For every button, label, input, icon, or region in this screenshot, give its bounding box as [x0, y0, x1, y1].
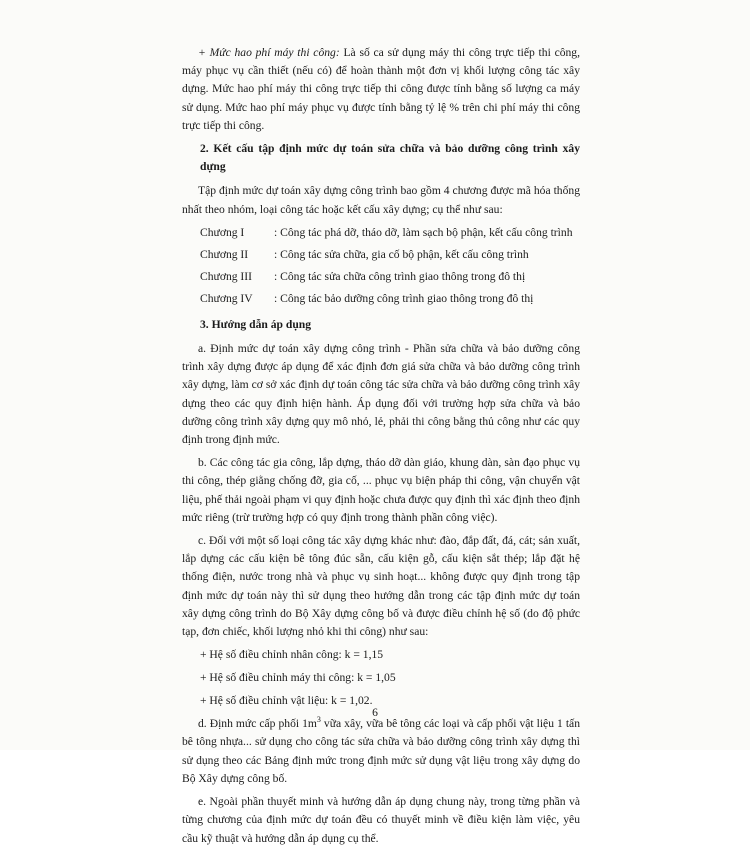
section-3-heading: 3. Hướng dẫn áp dụng [200, 317, 312, 331]
chapter-name: Chương IV [200, 291, 253, 305]
chapter-name: Chương II [200, 247, 249, 261]
chapter-list [200, 224, 573, 312]
machine-cost-text: Là số ca sử dụng máy thi công trực tiếp thi công, máy phục vụ cần thiết (nếu có) để hoàn thành một đơn vị khối lượng công tác xây dựng. Mức hao phí máy thi công trực tiếp thi công được tính bằng số lượng ca máy sử dụng. Mức hao phí máy phục vụ được tính bằng tỷ lệ % trên chi phí máy thi công trực tiếp thi công. [182, 46, 580, 132]
paragraph-b: b. Các công tác gia công, lắp dựng, tháo dỡ dàn giáo, khung dàn, sàn đạo phục vụ thi công, thép giằng chống đỡ, gia cố, ... phục vụ biện pháp thi công, vận chuyển vật liệu, phế thải ngoài phạm vi quy định hoặc chưa được quy định thì xác định theo định mức riêng (trừ trường hợp có quy định trong thành phần công việc). [182, 456, 580, 524]
chapter-row [200, 268, 573, 290]
chapter-desc: : Công tác phá dỡ, tháo dỡ, làm sạch bộ phận, kết cấu công trình [274, 225, 573, 239]
chapter-row [200, 246, 573, 268]
paragraph-e: e. Ngoài phần thuyết minh và hướng dẫn áp dụng chung này, trong từng phần và từng chương của định mức dự toán đều có thuyết minh về điều kiện làm việc, yêu cầu kỹ thuật và hướng dẫn áp dụng cụ thể. [182, 795, 580, 845]
paragraph-a: a. Định mức dự toán xây dựng công trình - Phần sửa chữa và bảo dưỡng công trình xây dựng được áp dụng để xác định đơn giá sửa chữa và bảo dưỡng công trình xây dựng, làm cơ sở xác định dự toán công tác sửa chữa và bảo dưỡng công trình xây dựng theo các quy định hiện hành. Áp dụng đối với trường hợp sửa chữa và bảo dưỡng công trình xây dựng quy mô nhỏ, lẻ, phải thi công bằng thủ công như các quy định trong định mức. [182, 342, 580, 447]
coefficient-material: + Hệ số điều chỉnh vật liệu: k = 1,02. [200, 694, 373, 708]
chapter-row [200, 290, 573, 312]
page-number: 6 [372, 706, 378, 719]
paragraph-d-start: d. Định mức cấp phối 1m [198, 717, 317, 731]
coefficient-machine: + Hệ số điều chỉnh máy thi công: k = 1,05 [200, 671, 396, 685]
machine-cost-paragraph [182, 44, 580, 135]
paragraph-c: c. Đối với một số loại công tác xây dựng khác như: đào, đắp đất, đá, cát; sản xuất, lắp dựng các cấu kiện bê tông đúc sẵn, cấu kiện gỗ, cấu kiện sắt thép; lắp đặt hệ thống điện, nước trong nhà và phục vụ sinh hoạt... không được quy định trong tập định mức dự toán này thì sử dụng theo hướng dẫn trong các tập định mức dự toán xây dựng công trình do Bộ Xây dựng công bố và được điều chỉnh hệ số (do độ phức tạp, đơn chiếc, khối lượng nhỏ khi thi công) như sau: [182, 534, 580, 639]
machine-cost-label: + Mức hao phí máy thi công: [198, 46, 340, 59]
paragraph-d [182, 715, 580, 788]
chapter-desc: : Công tác sửa chữa công trình giao thông trong đô thị [274, 269, 526, 283]
page-content [182, 44, 580, 853]
paragraph-d-rest: vữa xây, vữa bê tông các loại và cấp phối vật liệu 1 tấn bê tông nhựa... sử dụng cho công tác sửa chữa và bảo dưỡng công trình xây dựng thì sử dụng theo các Bảng định mức trong định mức sử dụng vật liệu trong xây dựng do Bộ Xây dựng công bố. [182, 717, 580, 785]
chapter-desc: : Công tác bảo dưỡng công trình giao thông trong đô thị [274, 291, 534, 305]
chapter-row [200, 224, 573, 246]
section-2-intro: Tập định mức dự toán xây dựng công trình bao gồm 4 chương được mã hóa thống nhất theo nhóm, loại công tác hoặc kết cấu xây dựng; cụ thể như sau: [182, 184, 580, 216]
chapter-name: Chương I [200, 225, 245, 239]
section-2-heading: 2. Kết cấu tập định mức dự toán sửa chữa và bảo dưỡng công trình xây dựng [200, 142, 580, 174]
coefficient-labor: + Hệ số điều chỉnh nhân công: k = 1,15 [200, 648, 384, 662]
chapter-name: Chương III [200, 269, 253, 283]
cubic-superscript: 3 [316, 715, 321, 725]
chapter-desc: : Công tác sửa chữa, gia cố bộ phận, kết cấu công trình [274, 247, 529, 261]
